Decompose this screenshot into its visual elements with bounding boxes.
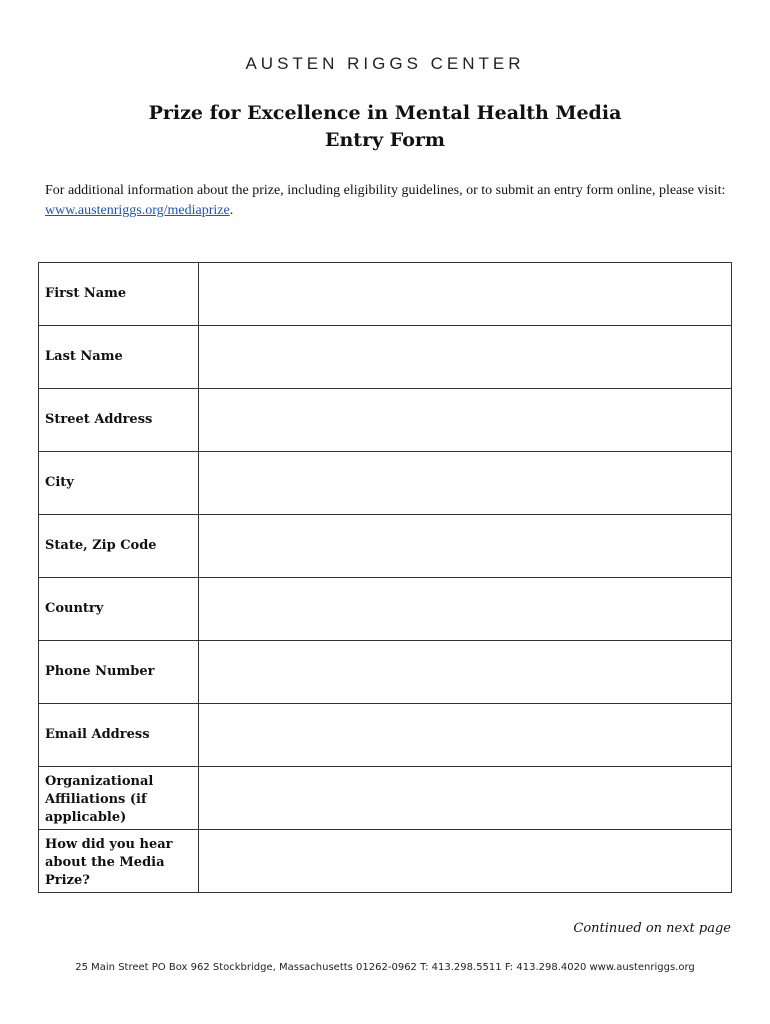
form-row-phone bbox=[39, 641, 732, 704]
email-cell bbox=[199, 704, 732, 767]
affiliations-field[interactable] bbox=[199, 791, 731, 807]
referral-cell bbox=[199, 830, 732, 893]
form-row-state-zip bbox=[39, 515, 732, 578]
form-row-street-address bbox=[39, 389, 732, 452]
state-zip-cell bbox=[199, 515, 732, 578]
title-line-2: Entry Form bbox=[325, 129, 445, 151]
last-name-label: Last Name bbox=[39, 326, 199, 389]
street-address-field[interactable] bbox=[199, 413, 731, 429]
footer-address: 25 Main Street PO Box 962 Stockbridge, Massachusetts 01262-0962 T: 413.298.5511 F: 413.298.4020 www.austenriggs.org bbox=[75, 962, 695, 973]
form-row-first-name bbox=[39, 263, 732, 326]
intro-paragraph bbox=[45, 181, 735, 221]
street-address-label: Street Address bbox=[39, 389, 199, 452]
phone-cell bbox=[199, 641, 732, 704]
state-zip-label: State, Zip Code bbox=[39, 515, 199, 578]
form-row-affiliations bbox=[39, 767, 732, 830]
form-row-country bbox=[39, 578, 732, 641]
organization-name: AUSTEN RIGGS CENTER bbox=[245, 54, 525, 73]
form-row-email bbox=[39, 704, 732, 767]
last-name-field[interactable] bbox=[199, 350, 731, 366]
phone-label: Phone Number bbox=[39, 641, 199, 704]
continued-note: Continued on next page bbox=[573, 921, 731, 936]
first-name-label: First Name bbox=[39, 263, 199, 326]
last-name-cell bbox=[199, 326, 732, 389]
form-row-city bbox=[39, 452, 732, 515]
referral-field[interactable] bbox=[199, 854, 731, 870]
referral-label: How did you hear about the Media Prize? bbox=[39, 830, 199, 893]
media-prize-link[interactable]: www.austenriggs.org/mediaprize bbox=[45, 203, 230, 218]
intro-suffix: . bbox=[229, 203, 234, 218]
entry-form-table bbox=[38, 262, 732, 893]
email-label: Email Address bbox=[39, 704, 199, 767]
city-cell bbox=[199, 452, 732, 515]
phone-field[interactable] bbox=[199, 665, 731, 681]
form-row-referral bbox=[39, 830, 732, 893]
country-label: Country bbox=[39, 578, 199, 641]
country-field[interactable] bbox=[199, 602, 731, 618]
title-line-1: Prize for Excellence in Mental Health Media bbox=[148, 102, 622, 124]
affiliations-cell bbox=[199, 767, 732, 830]
city-field[interactable] bbox=[199, 476, 731, 492]
intro-text: For additional information about the prize, including eligibility guidelines, or to submit an entry form online, please visit: bbox=[45, 183, 726, 198]
first-name-cell bbox=[199, 263, 732, 326]
street-address-cell bbox=[199, 389, 732, 452]
state-zip-field[interactable] bbox=[199, 539, 731, 555]
affiliations-label: Organizational Affiliations (if applicable) bbox=[39, 767, 199, 830]
city-label: City bbox=[39, 452, 199, 515]
country-cell bbox=[199, 578, 732, 641]
first-name-field[interactable] bbox=[199, 287, 731, 303]
page-title bbox=[0, 100, 770, 154]
email-field[interactable] bbox=[199, 728, 731, 744]
form-row-last-name bbox=[39, 326, 732, 389]
